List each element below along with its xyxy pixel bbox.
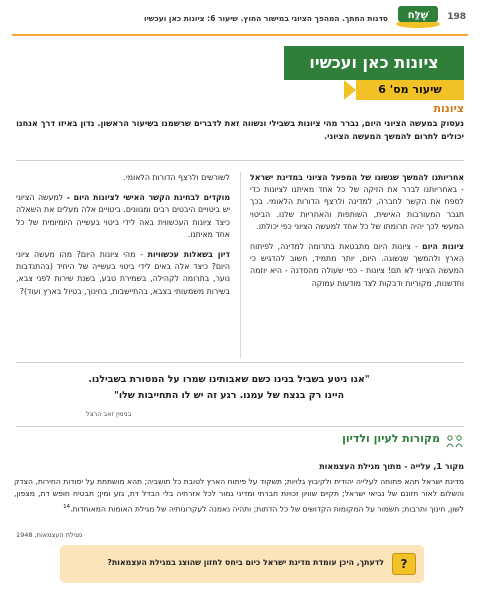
paragraph-body: למעשה הציוני יש ביטויים היבטים רבים ומגוונים. ביטויים אלה מעלים את השאלה כיצד ציונות העכשווית באה לידי ביטוי בעשייה היומיומית של כל אחד מאיתנו. bbox=[16, 193, 230, 239]
paragraph-lead: מוקדים לבחינת הקשר האישי לציונות היום - bbox=[66, 193, 231, 203]
paragraph-body: - באחריותנו לברר את הזיקה של כל אחד מאיתנו לציונות כדי לספח את הקשר לחברה, למדינה ולרצף הדורות הלאומי. בכך תגבר המעורבות האישית, השותפות והאחריות שלנו. הביטוי המעשי לכך יהיה תרומתו של כל אחד למעשה הציוני כפי יכולתו. bbox=[250, 185, 464, 231]
quote-line: "אנו ניטע בשביל בנינו כשם שאבותינו שמרו על המסורת בשבילנו. bbox=[88, 374, 370, 385]
paragraph-lead: אחריותנו להמשך שגשוגו של המפעל הציוני במדינת ישראל bbox=[250, 173, 464, 182]
paragraph bbox=[250, 172, 464, 233]
lesson-title: ציונות כאן ועכשיו bbox=[284, 46, 464, 80]
shelach-logo bbox=[392, 2, 444, 30]
lesson-tag-arrow bbox=[344, 80, 356, 100]
paragraph bbox=[16, 192, 230, 241]
svg-text:שֶׁלַּח: שֶׁלַּח bbox=[407, 10, 429, 21]
footnote-marker: 14 bbox=[63, 503, 71, 510]
page-header bbox=[0, 0, 480, 36]
paragraph-body: לשורשים ולרצף הדורות הלאומי. bbox=[123, 173, 230, 182]
paragraph bbox=[16, 249, 230, 298]
paragraph bbox=[250, 241, 464, 290]
source-text bbox=[14, 476, 464, 516]
herzl-quote bbox=[16, 364, 464, 426]
sources-heading: מקורות לעיון ולדיון bbox=[342, 432, 440, 445]
source-title: מקור 1, עלייה - מתוך מגילת העצמאות bbox=[319, 462, 464, 471]
source-body: מדינת ישראל תהא פתוחה לעלייה יהודית ולקיבוץ גלויות; תשקוד על פיתוח הארץ לטובת כל תושביה; תהא מושתתת על יסודות החירות, הצדק והשלום לאור חזונם של נביאי ישראל; תקיים שוויון זכויות חברתי ומדיני גמור לכל אזרחיה בלי הבדל דת, גזע ומין; תבטיח חופש דת, מצפון, לשון, חינוך ותרבות; תשמור על המקומות הקדושים של כל הדתות; ותהיה נאמנה לעקרונותיה של מגילת האומות המאוחדות. bbox=[14, 477, 464, 514]
series-header: סדנות החתך. המהפך הציוני במישור החוץ. שיעור 6: ציונות כאן ועכשיו bbox=[144, 14, 388, 23]
header-rule bbox=[12, 34, 468, 36]
lesson-number-tag: שיעור מס' 6 bbox=[356, 80, 464, 100]
discussion-people-icon bbox=[446, 434, 464, 448]
lesson-title-block bbox=[268, 46, 464, 102]
goals-text: נעסוק במעשה הציוני היום, נברר מהי ציונות בשבילי ונשווה זאת לדברים שרשמנו בשיעור הראשון. נדון באיזו דרך אנחנו יכולים לתרום להמשך המעשה הציוני. bbox=[16, 118, 464, 141]
paragraph-body: - מהי ציונות היום? מהו מעשה ציוני היום? כיצד אלה באים לידי ביטוי בעשייה של היחיד (בהתנדבות נוער, בתרומה לקהילה, בשמירת טבע, בשנת שירות לפני צבא, בשירות משמעותי בצבא, בהתיישבות, בחינוך, בטיול בארץ ועוד)? bbox=[16, 250, 230, 296]
page-number: 198 bbox=[447, 12, 466, 22]
section-divider bbox=[16, 160, 464, 161]
paragraph-lead: דיון בשאלות עכשוויות bbox=[147, 250, 230, 260]
quote-author: בנימין זאב הרצל bbox=[86, 410, 132, 418]
discussion-question-box bbox=[60, 545, 424, 583]
paragraph-lead: ציונות היום bbox=[422, 242, 464, 252]
section-divider bbox=[16, 362, 464, 363]
source-citation: מגילת העצמאות, 1948 bbox=[16, 531, 83, 539]
discussion-question: לדעתך, היכן עומדת מדינת ישראל כיום ביחס לחזון שהוצג במגילת העצמאות? bbox=[107, 558, 384, 567]
text-column-right bbox=[250, 172, 464, 298]
quote-line: היינו רק בנצח של עמנו. רגע זה יש לו התחייבות שלו" bbox=[113, 390, 345, 401]
paragraph-body: - ציונות היום מתבטאת בתרומה למדינה, לפיתוח הארץ ולהמשך שגשוגה. היום, יותר מתמיד, חשוב להדגיש כי המעשה הציוני לא תם! ציונות - כפי שעולה מהסדנה - היא יוזמה וחדשנות, מקוריות ודבקות לצד מודעות עמוקה bbox=[250, 242, 464, 288]
question-mark-icon: ? bbox=[392, 553, 416, 575]
section-divider bbox=[16, 426, 464, 427]
column-separator bbox=[240, 172, 241, 358]
goals-heading: ציונות bbox=[433, 102, 464, 115]
text-column-left bbox=[16, 172, 230, 306]
